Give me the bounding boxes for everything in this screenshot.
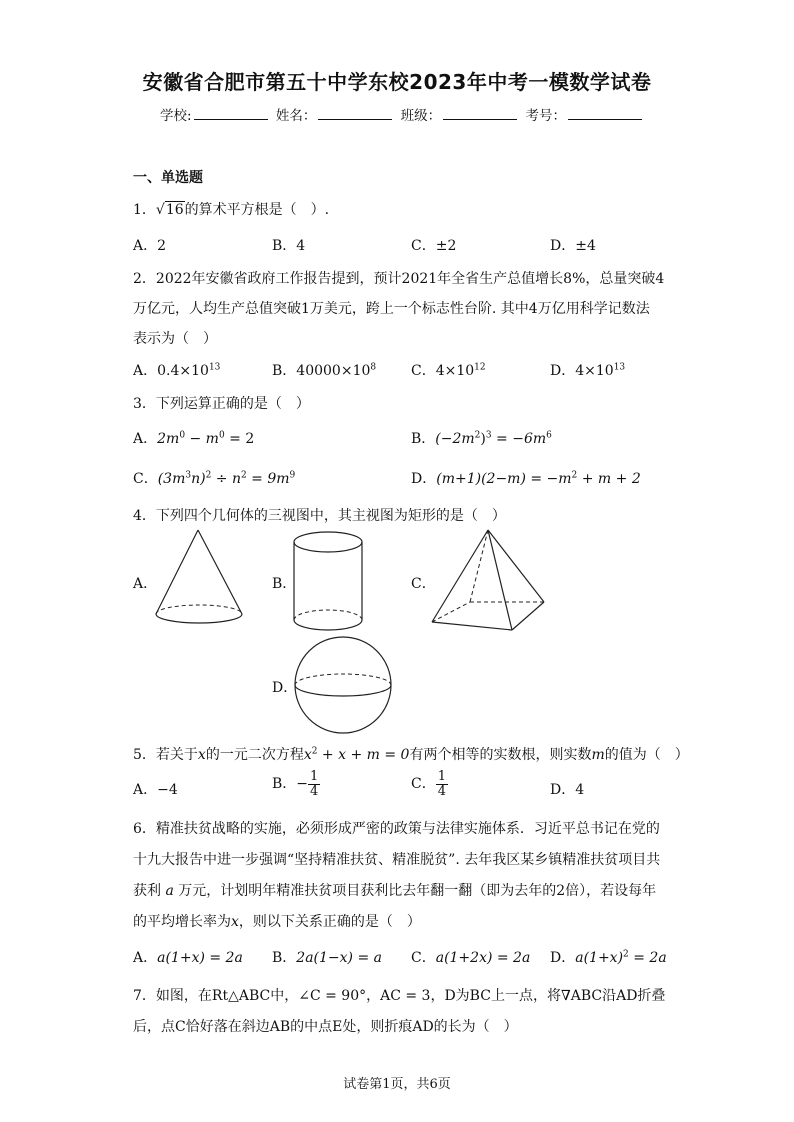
sphere-equator-front bbox=[295, 685, 391, 696]
question-6-line-1: 6．精准扶贫战略的实施，必须形成严密的政策与法律实施体系．习近平总书记在党的 bbox=[133, 821, 660, 837]
school-label: 学校: bbox=[160, 108, 192, 124]
q5-option-b[interactable]: B．− $\frac{1}{4}$ bbox=[272, 769, 319, 799]
pyramid-edge-hidden bbox=[470, 530, 488, 602]
q4-option-b-label[interactable]: B． bbox=[272, 576, 297, 592]
name-label: 姓名： bbox=[275, 108, 317, 124]
q2-option-a[interactable]: A．$0.4\times 10^{13}$ bbox=[133, 362, 221, 379]
cylinder-base-front bbox=[294, 620, 362, 630]
question-3-stem: 3．下列运算正确的是（ ） bbox=[133, 396, 310, 412]
q6-option-a[interactable]: A．a(1+x) = 2a bbox=[133, 950, 243, 966]
sphere-outline bbox=[295, 637, 391, 733]
class-label: 班级： bbox=[400, 108, 442, 124]
fraction-one-quarter: $\frac{1}{4}$ bbox=[437, 769, 446, 799]
q1-option-d[interactable]: D．±4 bbox=[550, 238, 596, 254]
q2-option-b[interactable]: B．$40000\times 10^8$ bbox=[272, 362, 377, 379]
question-2-line-2: 万亿元，人均生产总值突破1万美元，跨上一个标志性台阶. 其中4万亿用科学记数法 bbox=[133, 301, 650, 317]
sphere-equator-back bbox=[295, 674, 391, 685]
q6-option-d[interactable]: D．$a(1+x)^2 = 2a$ bbox=[550, 949, 667, 966]
q1-option-b[interactable]: B．4 bbox=[272, 238, 306, 254]
number-label: 考号： bbox=[525, 108, 566, 124]
cylinder-figure bbox=[290, 528, 370, 638]
question-6-line-4: 的平均增长率为x，则以下关系正确的是（ ） bbox=[133, 914, 421, 930]
question-2-line-3: 表示为（ ） bbox=[133, 331, 217, 347]
question-2-line-1: 2．2022年安徽省政府工作报告提到，预计2021年全省生产总值增长8%，总量突破4 bbox=[133, 271, 665, 287]
cone-right-edge bbox=[198, 530, 242, 614]
pyramid-base-front bbox=[432, 622, 512, 630]
cone-left-edge bbox=[156, 530, 198, 614]
q2-option-d[interactable]: D．$4\times 10^{13}$ bbox=[550, 362, 626, 379]
student-info-line bbox=[160, 104, 646, 124]
cone-base-back bbox=[156, 605, 242, 614]
sphere-figure bbox=[292, 632, 396, 738]
q3-option-c[interactable]: C．$(3m^3n)^2 \div n^2 = 9m^9$ bbox=[133, 470, 296, 487]
question-6-line-3: 获利 a 万元，计划明年精准扶贫项目获利比去年翻一翻（即为去年的2倍），若设每年 bbox=[133, 883, 657, 899]
cylinder-top bbox=[294, 532, 362, 552]
question-7-line-2: 后，点C恰好落在斜边AB的中点E处，则折痕AD的长为（ ） bbox=[133, 1019, 518, 1035]
section-title: 一、单选题 bbox=[133, 170, 203, 186]
class-blank bbox=[443, 107, 517, 120]
q3-option-d[interactable]: D．$(m+1)(2-m) = -m^2 + m + 2$ bbox=[411, 470, 641, 487]
pyramid-edge-left bbox=[432, 530, 488, 622]
pyramid-figure bbox=[428, 526, 550, 634]
q2-option-c[interactable]: C．$4\times 10^{12}$ bbox=[411, 362, 486, 379]
q1-option-a[interactable]: A．2 bbox=[133, 238, 167, 254]
q3-option-a[interactable]: A．$2m^0 - m^0 = 2$ bbox=[133, 430, 255, 447]
cone-figure bbox=[150, 528, 250, 634]
q6-option-b[interactable]: B．2a(1−x) = a bbox=[272, 950, 382, 966]
q5-option-a[interactable]: A．−4 bbox=[133, 782, 178, 798]
question-6-line-2: 十九大报告中进一步强调“坚持精准扶贫、精准脱贫”. 去年我区某乡镇精准扶贫项目共 bbox=[133, 852, 661, 868]
page-footer: 试卷第1页，共6页 bbox=[343, 1077, 451, 1092]
q5-option-c[interactable]: C． $\frac{1}{4}$ bbox=[411, 769, 446, 799]
q4-option-d-label[interactable]: D． bbox=[272, 680, 298, 696]
cone-base-front bbox=[156, 614, 242, 623]
school-blank bbox=[194, 107, 268, 120]
q4-option-c-label[interactable]: C． bbox=[411, 576, 436, 592]
question-1-stem: 1．√16的算术平方根是（ ）. bbox=[133, 202, 330, 218]
pyramid-base-right bbox=[512, 602, 544, 630]
question-4-stem: 4．下列四个几何体的三视图中，其主视图为矩形的是（ ） bbox=[133, 508, 506, 524]
question-5-stem: 5．若关于x的一元二次方程$x^2 + x + m = 0$有两个相等的实数根，则实数m的值为（ ） bbox=[133, 746, 689, 763]
page-title: 安徽省合肥市第五十中学东校2023年中考一模数学试卷 bbox=[142, 70, 652, 94]
question-7-line-1: 7．如图，在Rt△ABC中，∠C = 90°，AC = 3，D为BC上一点，将∇ABC沿AD折叠 bbox=[133, 988, 666, 1004]
name-blank bbox=[318, 107, 392, 120]
q6-option-c[interactable]: C．a(1+2x) = 2a bbox=[411, 950, 531, 966]
cylinder-base-back bbox=[294, 610, 362, 620]
q1-option-c[interactable]: C．±2 bbox=[411, 238, 457, 254]
q3-option-b[interactable]: B．$(-2m^2)^3 = -6m^6$ bbox=[411, 430, 552, 447]
q4-option-a-label[interactable]: A． bbox=[133, 576, 158, 592]
number-blank bbox=[568, 107, 642, 120]
fraction-one-quarter: $\frac{1}{4}$ bbox=[310, 769, 319, 799]
q5-option-d[interactable]: D．4 bbox=[550, 782, 585, 798]
